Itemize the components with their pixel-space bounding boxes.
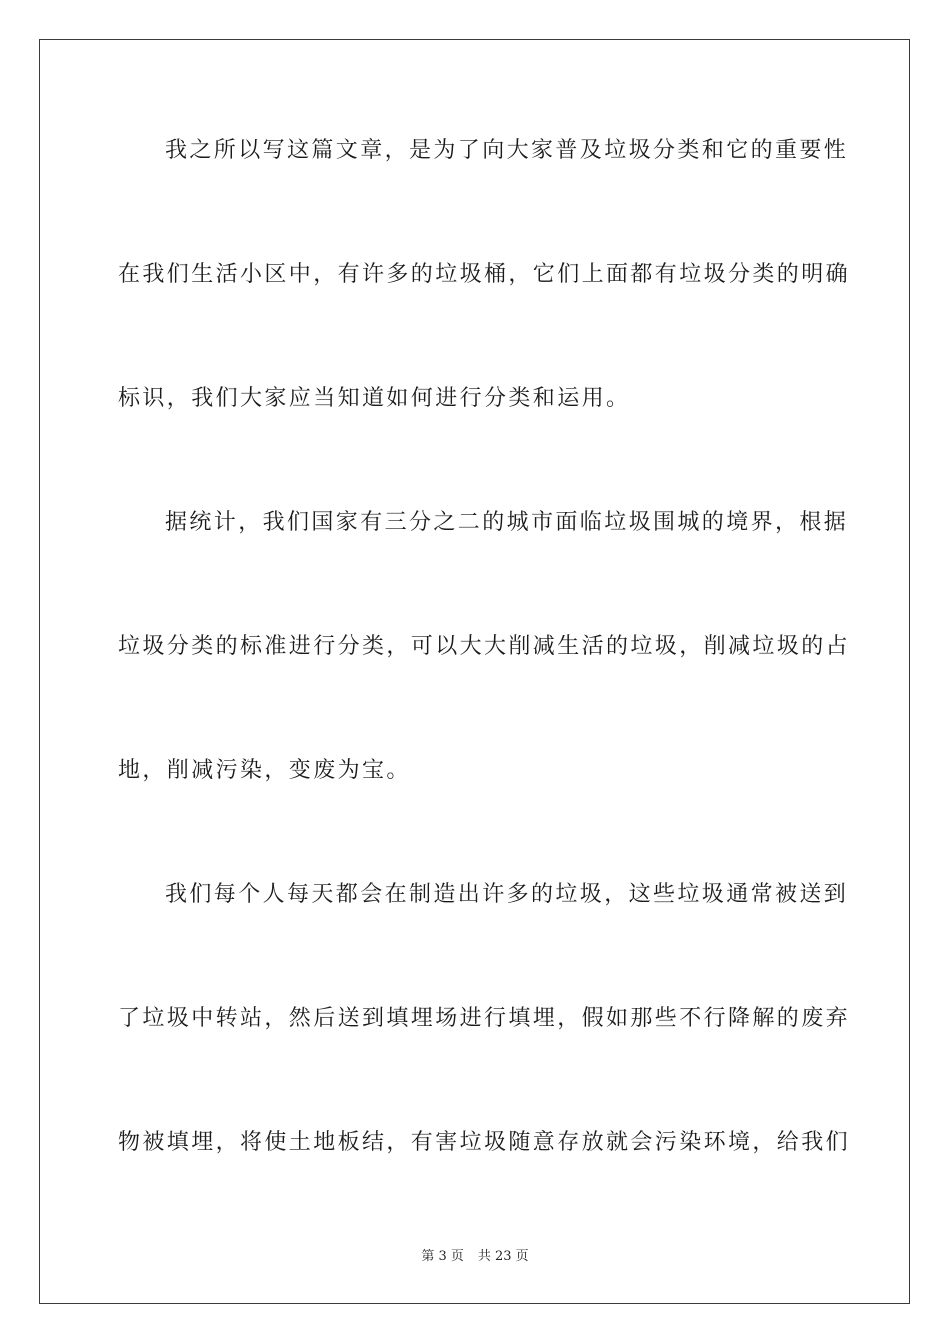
paragraph-1-line-1: 我之所以写这篇文章，是为了向大家普及垃圾分类和它的重要性 <box>165 138 849 163</box>
paragraph-2-line-2: 垃圾分类的标准进行分类，可以大大削减生活的垃圾，削减垃圾的占 <box>118 634 851 659</box>
paragraph-1-line-3: 标识，我们大家应当知道如何进行分类和运用。 <box>118 386 631 411</box>
paragraph-3-line-2: 了垃圾中转站，然后送到填埋场进行填埋，假如那些不行降解的废弃 <box>118 1006 851 1031</box>
page-border <box>39 39 910 1304</box>
paragraph-3-line-1: 我们每个人每天都会在制造出许多的垃圾，这些垃圾通常被送到 <box>165 882 849 907</box>
page-number: 第 3 页 <box>421 1249 464 1264</box>
paragraph-3-line-3: 物被填埋，将使土地板结，有害垃圾随意存放就会污染环境，给我们 <box>118 1130 851 1155</box>
paragraph-2-line-3: 地，削减污染，变废为宝。 <box>118 758 411 783</box>
page-footer <box>0 1248 950 1266</box>
paragraph-1-line-2: 在我们生活小区中，有许多的垃圾桶，它们上面都有垃圾分类的明确 <box>118 262 851 287</box>
paragraph-2-line-1: 据统计，我们国家有三分之二的城市面临垃圾围城的境界，根据 <box>165 510 849 535</box>
total-pages: 共 23 页 <box>477 1249 529 1264</box>
